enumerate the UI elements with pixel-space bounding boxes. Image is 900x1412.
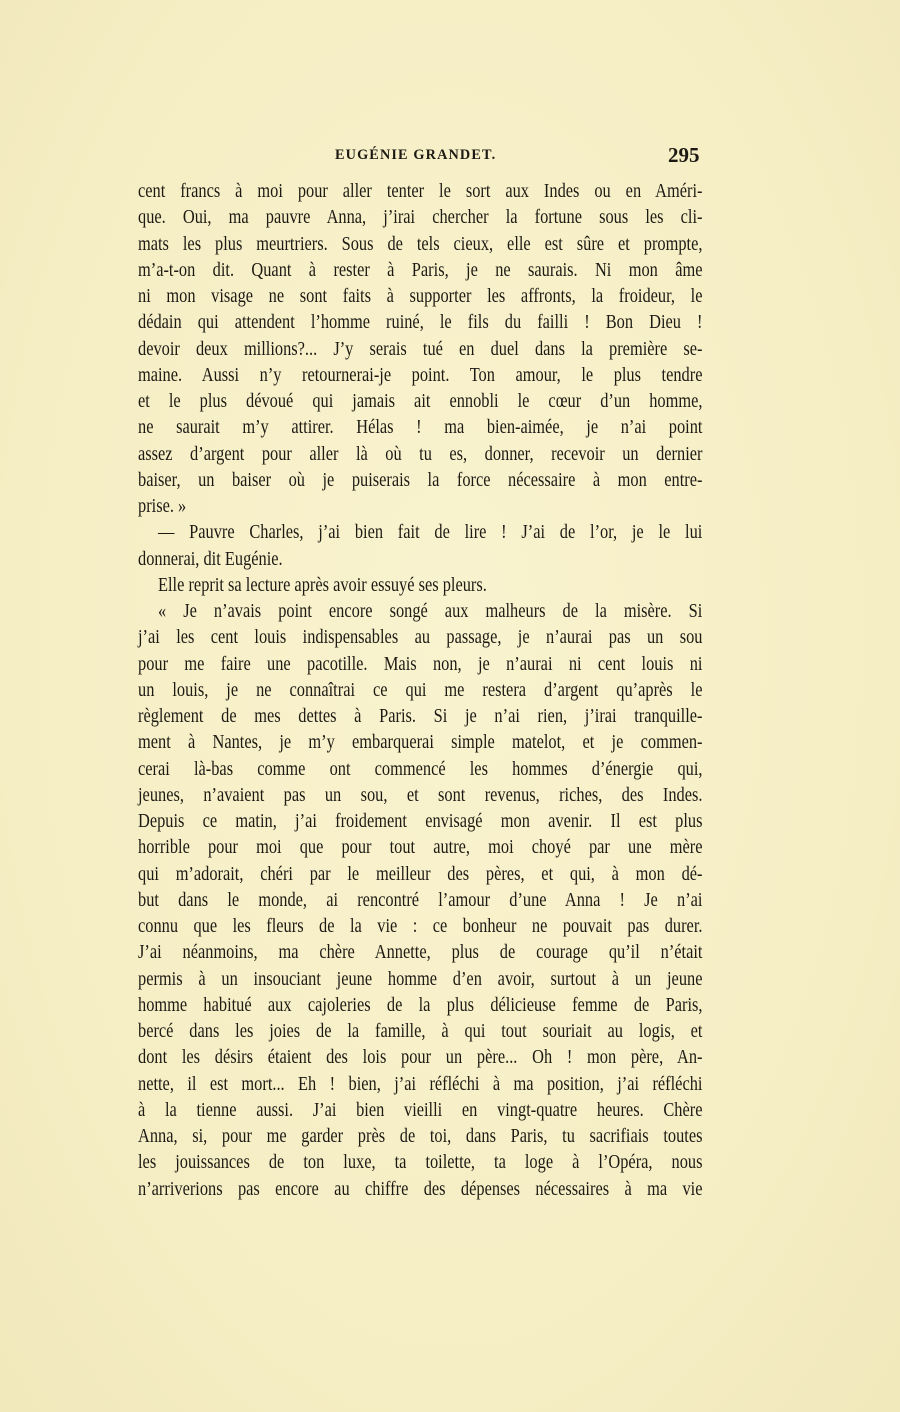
text-line: cerai là-bas comme ont commencé les hommes d’énergie qui,	[138, 758, 703, 780]
text-line: ni mon visage ne sont faits à supporter les affronts, la froideur, le	[138, 286, 703, 307]
running-head	[0, 143, 900, 171]
text-line: ment à Nantes, je m’y embarquerai simple matelot, et je commen-	[138, 732, 703, 754]
text-line: jeunes, n’avaient pas un sou, et sont revenus, riches, des Indes.	[138, 784, 703, 806]
text-line: connu que les fleurs de la vie : ce bonheur ne pouvait pas durer.	[138, 916, 703, 937]
text-line: maine. Aussi n’y retournerai-je point. Ton amour, le plus tendre	[138, 364, 703, 386]
text-line: prise. »	[138, 496, 187, 517]
text-line: dont les désirs étaient des lois pour un père... Oh ! mon père, An-	[138, 1047, 703, 1069]
text-line: Elle reprit sa lecture après avoir essuyé ses pleurs.	[158, 574, 487, 596]
page-number: 295	[668, 143, 700, 167]
text-line: but dans le monde, ai rencontré l’amour d’une Anna ! Je n’ai	[138, 889, 703, 911]
text-line: donnerai, dit Eugénie.	[138, 548, 283, 570]
text-line: dédain qui attendent l’homme ruiné, le fils du failli ! Bon Dieu !	[138, 312, 703, 334]
running-head-title: EUGÉNIE GRANDET.	[335, 147, 497, 163]
text-line: que. Oui, ma pauvre Anna, j’irai chercher la fortune sous les cli-	[138, 207, 703, 229]
text-line: baiser, un baiser où je puiserais la force nécessaire à mon entre-	[138, 469, 703, 491]
text-line: devoir deux millions?... J’y serais tué en duel dans la première se-	[138, 338, 703, 360]
text-line: cent francs à moi pour aller tenter le sort aux Indes ou en Améri-	[138, 181, 703, 202]
text-line: n’arriverions pas encore au chiffre des dépenses nécessaires à ma vie	[138, 1178, 703, 1200]
text-line: bercé dans les joies de la famille, à qui tout souriait au logis, et	[138, 1021, 703, 1042]
text-line: J’ai néanmoins, ma chère Annette, plus de courage qu’il n’était	[138, 942, 703, 964]
text-line: Depuis ce matin, j’ai froidement envisagé mon avenir. Il est plus	[138, 811, 703, 832]
text-line: permis à un insouciant jeune homme d’en avoir, surtout à un jeune	[138, 968, 703, 990]
text-line: nette, il est mort... Eh ! bien, j’ai réfléchi à ma position, j’ai réfléchi	[138, 1073, 703, 1095]
text-line: pour me faire une pacotille. Mais non, je n’aurai ni cent louis ni	[138, 653, 703, 675]
text-line: qui m’adorait, chéri par le meilleur des pères, et qui, à mon dé-	[138, 863, 703, 885]
text-line: horrible pour moi que pour tout autre, moi choyé par une mère	[138, 837, 703, 859]
text-line: assez d’argent pour aller là où tu es, donner, recevoir un dernier	[138, 443, 703, 465]
text-line: mats les plus meurtriers. Sous de tels cieux, elle est sûre et prompte,	[138, 233, 703, 255]
text-line: ne saurait m’y attirer. Hélas ! ma bien-aimée, je n’ai point	[138, 417, 703, 439]
text-line: j’ai les cent louis indispensables au passage, je n’aurai pas un sou	[138, 627, 703, 649]
text-line: les jouissances de ton luxe, ta toilette, ta loge à l’Opéra, nous	[138, 1152, 703, 1174]
text-line: homme habitué aux cajoleries de la plus délicieuse femme de Paris,	[138, 994, 703, 1016]
text-line: et le plus dévoué qui jamais ait ennobli le cœur d’un homme,	[138, 391, 703, 412]
text-line: à la tienne aussi. J’ai bien vieilli en vingt-quatre heures. Chère	[138, 1099, 703, 1121]
text-line: un louis, je ne connaîtrai ce qui me restera d’argent qu’après le	[138, 679, 703, 701]
text-line: — Pauvre Charles, j’ai bien fait de lire ! J’ai de l’or, je le lui	[158, 522, 703, 544]
text-line: Anna, si, pour me garder près de toi, dans Paris, tu sacrifiais toutes	[138, 1126, 703, 1147]
text-line: règlement de mes dettes à Paris. Si je n’ai rien, j’irai tranquille-	[138, 706, 703, 727]
text-line: m’a-t-on dit. Quant à rester à Paris, je ne saurais. Ni mon âme	[138, 259, 703, 281]
text-line: « Je n’avais point encore songé aux malheurs de la misère. Si	[158, 601, 703, 622]
